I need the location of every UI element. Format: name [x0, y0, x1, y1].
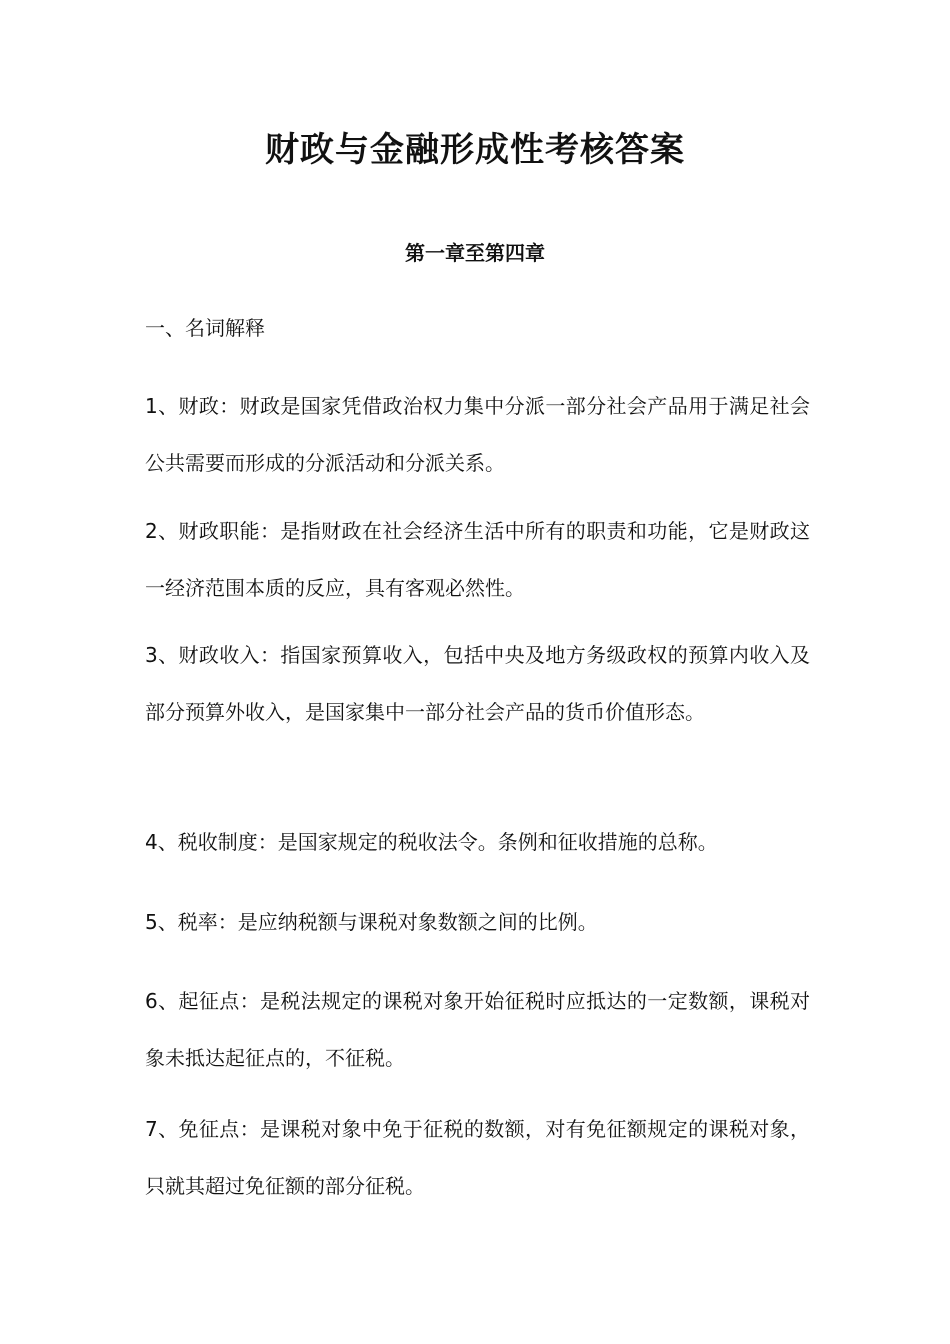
document-title: 财政与金融形成性考核答案	[265, 130, 685, 170]
section-heading: 第一章至第四章	[405, 241, 545, 265]
paragraph-definition-5: 5、税率：是应纳税额与课税对象数额之间的比例。	[145, 910, 598, 934]
paragraph-definition-4: 4、税收制度：是国家规定的税收法令。条例和征收措施的总称。	[145, 830, 718, 854]
paragraph-definition-2: 2、财政职能：是指财政在社会经济生活中所有的职责和功能，它是财政这一经济范围本质的反应，具有客观必然性。	[145, 519, 810, 600]
paragraph-definition-7: 7、免征点：是课税对象中免于征税的数额，对有免征额规定的课税对象，只就其超过免征额的部分征税。	[145, 1117, 810, 1198]
paragraph-definition-1: 1、财政：财政是国家凭借政治权力集中分派一部分社会产品用于满足社会公共需要而形成的分派活动和分派关系。	[145, 394, 810, 475]
paragraph-definition-3: 3、财政收入：指国家预算收入，包括中央及地方务级政权的预算内收入及部分预算外收入，是国家集中一部分社会产品的货币价值形态。	[145, 643, 810, 724]
paragraph-definition-6: 6、起征点：是税法规定的课税对象开始征税时应抵达的一定数额，课税对象未抵达起征点的，不征税。	[145, 989, 810, 1070]
part-heading: 一、名词解释	[145, 316, 265, 340]
